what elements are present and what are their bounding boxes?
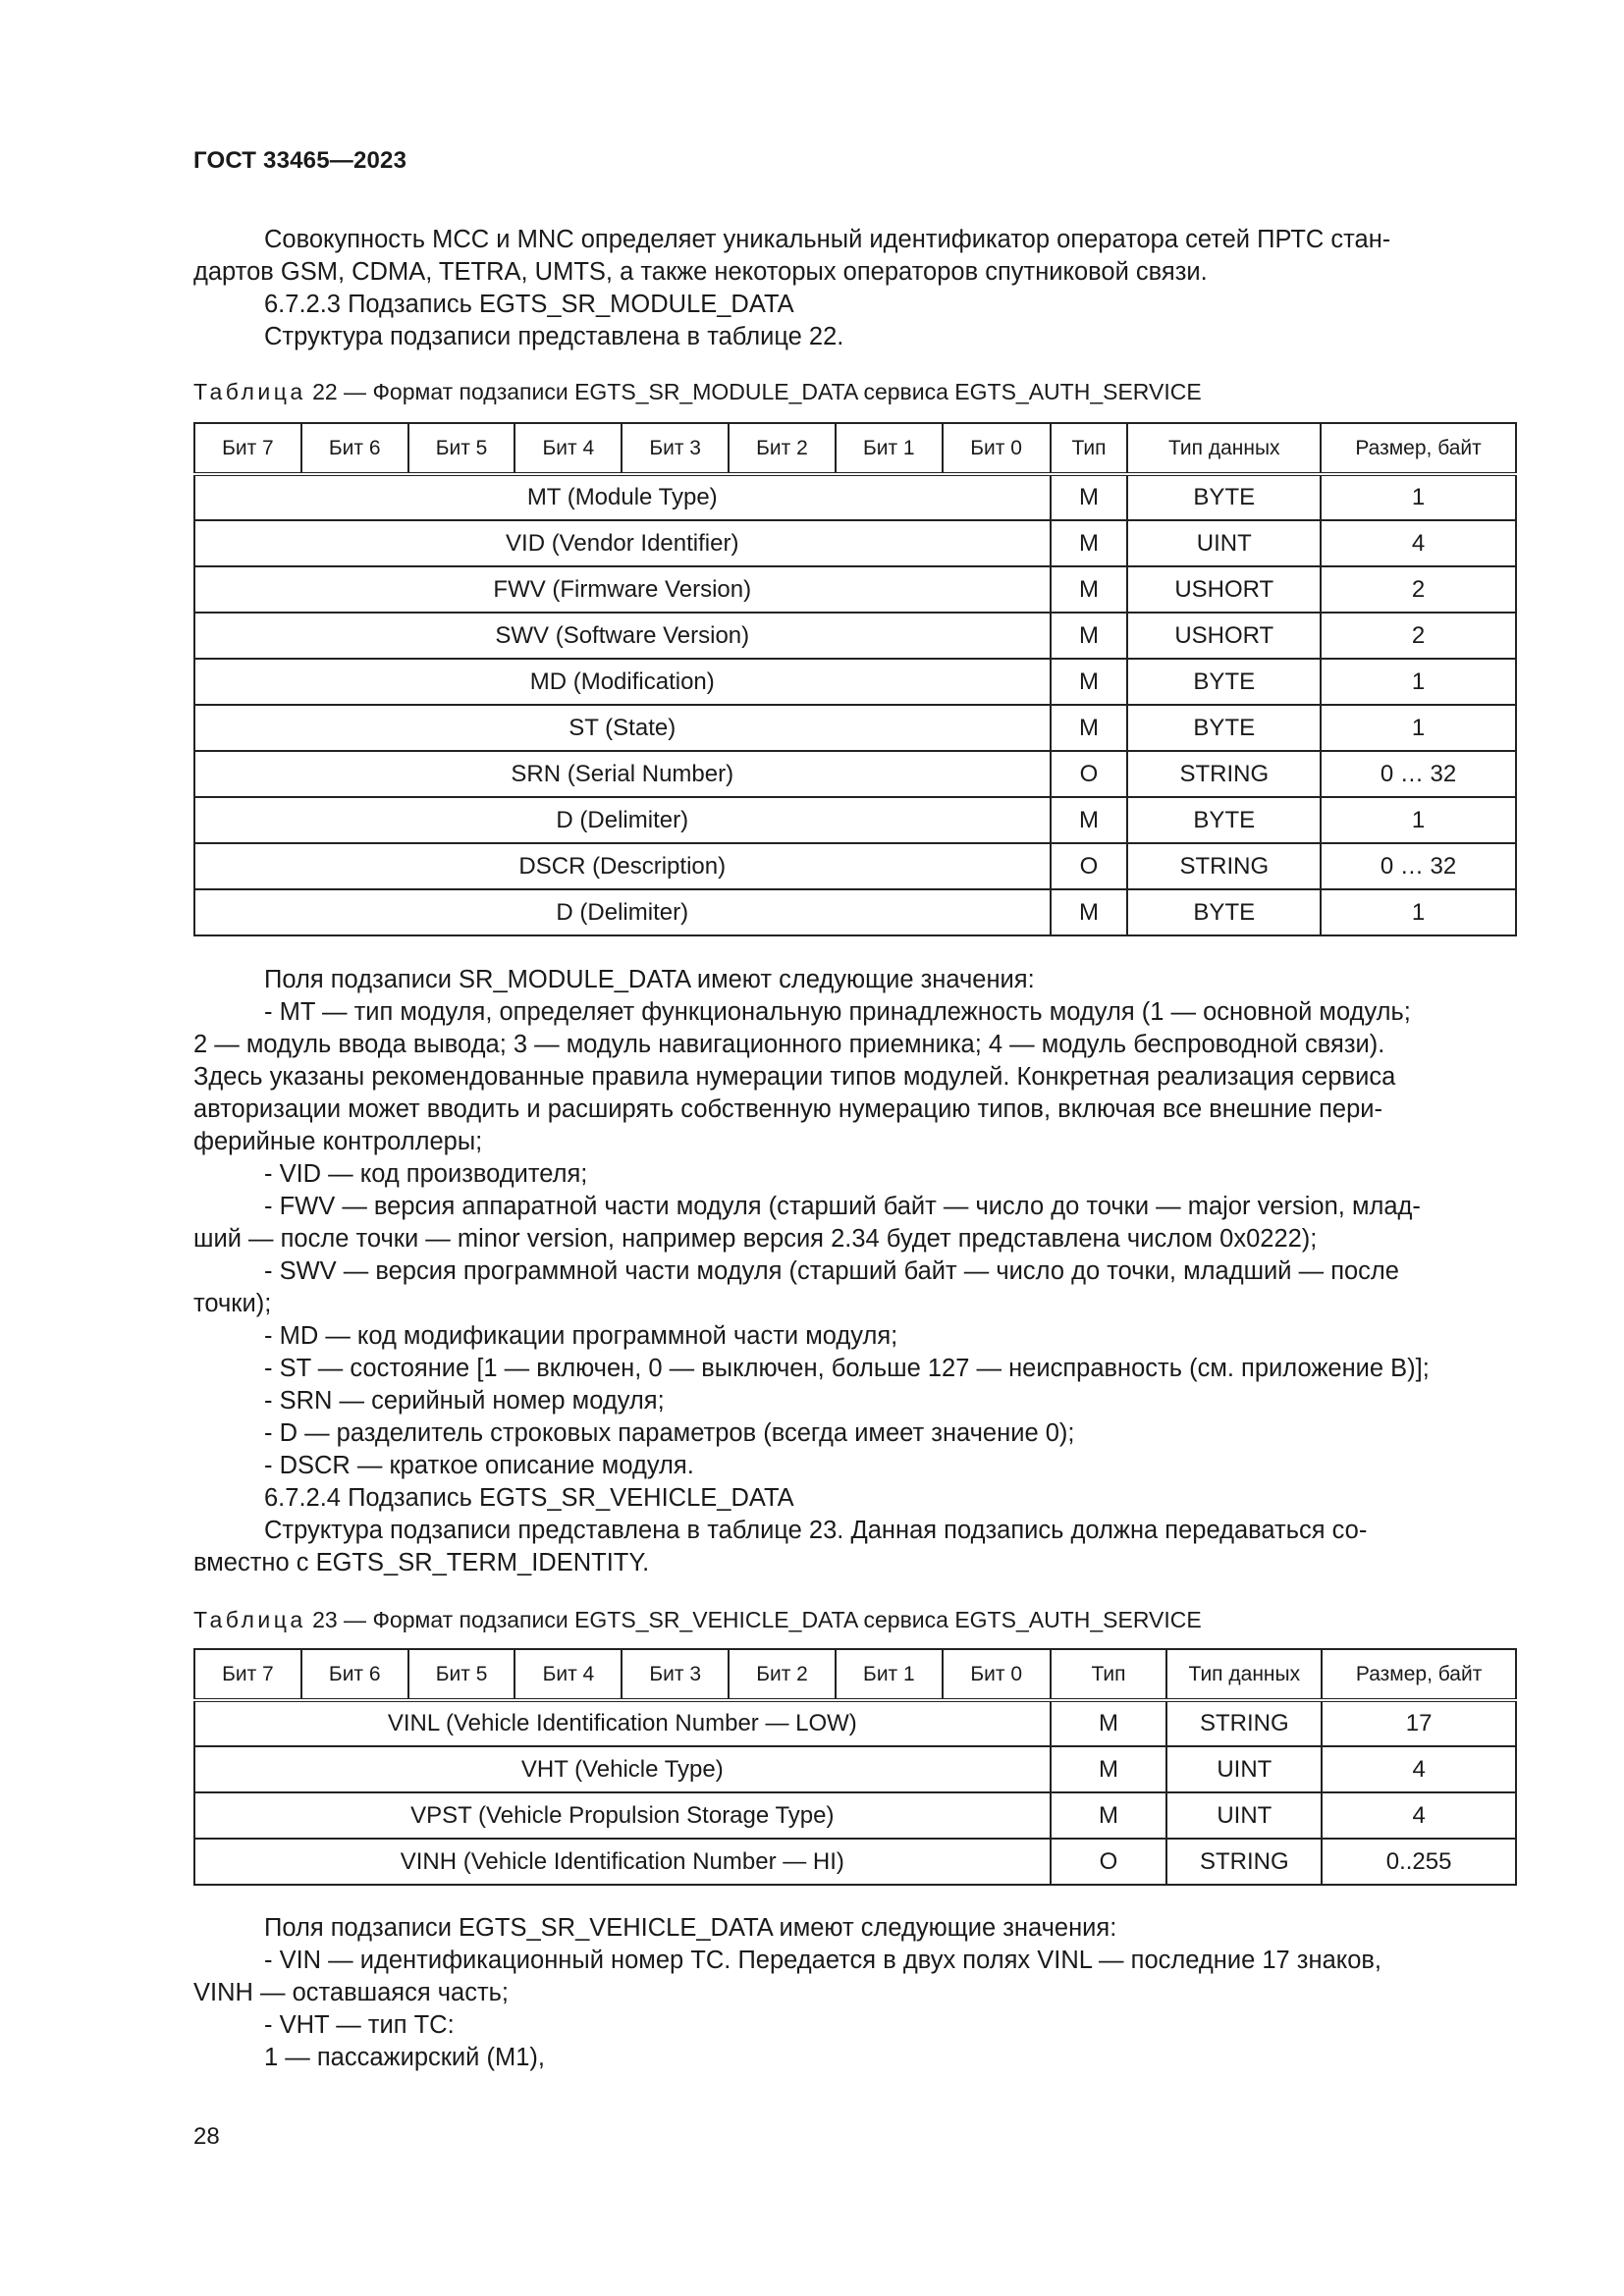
text-line: авторизации может вводить и расширять собственную нумерацию типов, включая все внешние пери- (193, 1095, 1382, 1123)
text-line: - ST — состояние [1 — включен, 0 — выключен, больше 127 — неисправность (см. приложение В)]; (264, 1355, 1430, 1382)
header-cell: Бит 0 (943, 1649, 1051, 1700)
table-row (194, 1792, 1516, 1839)
fields-22-text (193, 964, 1517, 1579)
datatype-cell: BYTE (1127, 474, 1321, 520)
text-line: Поля подзаписи EGTS_SR_VEHICLE_DATA имеют следующие значения: (264, 1914, 1117, 1942)
text-line: - VIN — идентификационный номер ТС. Передается в двух полях VINL — последние 17 знаков, (264, 1947, 1382, 1974)
text-line: - MD — код модификации программной части модуля; (264, 1322, 898, 1350)
table-row (194, 751, 1516, 797)
page-number: 28 (193, 2123, 220, 2150)
caption-text: 22 — Формат подзаписи EGTS_SR_MODULE_DATA сервиса EGTS_AUTH_SERVICE (305, 379, 1202, 404)
caption-word: Таблица (193, 1607, 306, 1632)
text-line: Структура подзаписи представлена в таблице 22. (264, 323, 844, 350)
header-cell: Тип данных (1127, 423, 1321, 474)
text-line: 2 — модуль ввода вывода; 3 — модуль навигационного приемника; 4 — модуль беспроводной связи). (193, 1031, 1385, 1058)
text-line: Поля подзаписи SR_MODULE_DATA имеют следующие значения: (264, 966, 1035, 993)
table-23 (193, 1648, 1517, 1886)
datatype-cell: STRING (1166, 1839, 1322, 1885)
table-header-row (194, 1649, 1516, 1700)
size-cell: 0..255 (1322, 1839, 1516, 1885)
header-cell: Размер, байт (1322, 1649, 1516, 1700)
table-row (194, 474, 1516, 520)
caption-text: 23 — Формат подзаписи EGTS_SR_VEHICLE_DATA сервиса EGTS_AUTH_SERVICE (305, 1607, 1202, 1632)
table-row (194, 1839, 1516, 1885)
header-cell: Бит 0 (943, 423, 1051, 474)
text-line: Структура подзаписи представлена в таблице 23. Данная подзапись должна передаваться со- (264, 1517, 1368, 1544)
field-cell: VID (Vendor Identifier) (194, 520, 1051, 566)
field-cell: D (Delimiter) (194, 797, 1051, 843)
field-cell: MT (Module Type) (194, 474, 1051, 520)
header-cell: Тип (1051, 1649, 1167, 1700)
table-header-row (194, 423, 1516, 474)
type-cell: M (1051, 474, 1128, 520)
datatype-cell: USHORT (1127, 613, 1321, 659)
size-cell: 1 (1321, 474, 1516, 520)
table-row (194, 613, 1516, 659)
type-cell: O (1051, 751, 1128, 797)
field-cell: DSCR (Description) (194, 843, 1051, 889)
text-line: VINH — оставшаяся часть; (193, 1979, 510, 2006)
size-cell: 2 (1321, 566, 1516, 613)
field-cell: VHT (Vehicle Type) (194, 1746, 1051, 1792)
table-row (194, 1700, 1516, 1746)
table-row (194, 1746, 1516, 1792)
header-cell: Размер, байт (1321, 423, 1516, 474)
field-cell: VINH (Vehicle Identification Number — HI) (194, 1839, 1051, 1885)
header-cell: Бит 4 (514, 423, 622, 474)
text-line: ферийные контроллеры; (193, 1128, 483, 1155)
type-cell: M (1051, 520, 1128, 566)
text-line: Совокупность MCC и MNC определяет уникальный идентификатор оператора сетей ПРТС стан- (264, 226, 1391, 253)
type-cell: O (1051, 843, 1128, 889)
size-cell: 1 (1321, 797, 1516, 843)
table-row (194, 520, 1516, 566)
field-cell: VPST (Vehicle Propulsion Storage Type) (194, 1792, 1051, 1839)
header-cell: Тип (1051, 423, 1128, 474)
datatype-cell: BYTE (1127, 659, 1321, 705)
size-cell: 4 (1322, 1792, 1516, 1839)
table-row (194, 566, 1516, 613)
table-22-caption (193, 379, 1202, 405)
type-cell: M (1051, 705, 1128, 751)
size-cell: 1 (1321, 705, 1516, 751)
section-heading: 6.7.2.3 Подзапись EGTS_SR_MODULE_DATA (264, 291, 794, 318)
size-cell: 4 (1322, 1746, 1516, 1792)
type-cell: M (1051, 797, 1128, 843)
header-cell: Бит 2 (729, 1649, 836, 1700)
table-row (194, 843, 1516, 889)
table-22 (193, 422, 1517, 936)
header-cell: Бит 5 (408, 423, 515, 474)
datatype-cell: BYTE (1127, 797, 1321, 843)
datatype-cell: STRING (1166, 1700, 1322, 1746)
datatype-cell: UINT (1127, 520, 1321, 566)
size-cell: 0 … 32 (1321, 843, 1516, 889)
text-line: ший — после точки — minor version, например версия 2.34 будет представлена числом 0x0222); (193, 1225, 1318, 1253)
table-row (194, 659, 1516, 705)
text-line: - VID — код производителя; (264, 1160, 588, 1188)
field-cell: SRN (Serial Number) (194, 751, 1051, 797)
text-line: вместно с EGTS_SR_TERM_IDENTITY. (193, 1549, 650, 1576)
intro-text (193, 224, 1517, 353)
header-cell: Тип данных (1166, 1649, 1322, 1700)
header-cell: Бит 7 (194, 1649, 301, 1700)
type-cell: O (1051, 1839, 1167, 1885)
field-cell: SWV (Software Version) (194, 613, 1051, 659)
type-cell: M (1051, 889, 1128, 935)
caption-word: Таблица (193, 379, 306, 404)
table-row (194, 705, 1516, 751)
text-line: - SRN — серийный номер модуля; (264, 1387, 665, 1415)
text-line: - SWV — версия программной части модуля (старший байт — число до точки, младший — после (264, 1257, 1399, 1285)
field-cell: VINL (Vehicle Identification Number — LOW) (194, 1700, 1051, 1746)
size-cell: 1 (1321, 659, 1516, 705)
header-cell: Бит 4 (514, 1649, 622, 1700)
size-cell: 17 (1322, 1700, 1516, 1746)
field-cell: MD (Modification) (194, 659, 1051, 705)
type-cell: M (1051, 1746, 1167, 1792)
fields-23-text (193, 1912, 1517, 2074)
size-cell: 0 … 32 (1321, 751, 1516, 797)
header-cell: Бит 1 (836, 1649, 943, 1700)
header-cell: Бит 7 (194, 423, 301, 474)
header-cell: Бит 3 (622, 423, 729, 474)
field-cell: FWV (Firmware Version) (194, 566, 1051, 613)
document-header: ГОСТ 33465—2023 (193, 147, 407, 174)
text-line: - D — разделитель строковых параметров (всегда имеет значение 0); (264, 1419, 1075, 1447)
datatype-cell: UINT (1166, 1792, 1322, 1839)
type-cell: M (1051, 613, 1128, 659)
section-heading: 6.7.2.4 Подзапись EGTS_SR_VEHICLE_DATA (264, 1484, 794, 1512)
field-cell: ST (State) (194, 705, 1051, 751)
text-line: точки); (193, 1290, 272, 1317)
field-cell: D (Delimiter) (194, 889, 1051, 935)
size-cell: 4 (1321, 520, 1516, 566)
text-line: дартов GSM, CDMA, TETRA, UMTS, а также некоторых операторов спутниковой связи. (193, 258, 1208, 286)
table-23-caption (193, 1607, 1202, 1633)
header-cell: Бит 1 (836, 423, 943, 474)
text-line: - DSCR — краткое описание модуля. (264, 1452, 694, 1479)
table-row (194, 889, 1516, 935)
type-cell: M (1051, 659, 1128, 705)
datatype-cell: BYTE (1127, 705, 1321, 751)
text-line: - FWV — версия аппаратной части модуля (старший байт — число до точки — major version, млад- (264, 1193, 1421, 1220)
header-cell: Бит 6 (301, 1649, 408, 1700)
size-cell: 2 (1321, 613, 1516, 659)
type-cell: M (1051, 1792, 1167, 1839)
header-cell: Бит 5 (408, 1649, 515, 1700)
type-cell: M (1051, 1700, 1167, 1746)
header-cell: Бит 6 (301, 423, 408, 474)
text-line: - VHT — тип ТС: (264, 2011, 455, 2039)
datatype-cell: BYTE (1127, 889, 1321, 935)
size-cell: 1 (1321, 889, 1516, 935)
table-row (194, 797, 1516, 843)
type-cell: M (1051, 566, 1128, 613)
header-cell: Бит 2 (729, 423, 836, 474)
header-cell: Бит 3 (622, 1649, 729, 1700)
datatype-cell: UINT (1166, 1746, 1322, 1792)
text-line: 1 — пассажирский (М1), (264, 2044, 545, 2071)
text-line: - MT — тип модуля, определяет функциональную принадлежность модуля (1 — основной модуль; (264, 998, 1411, 1026)
datatype-cell: STRING (1127, 751, 1321, 797)
datatype-cell: USHORT (1127, 566, 1321, 613)
datatype-cell: STRING (1127, 843, 1321, 889)
text-line: Здесь указаны рекомендованные правила нумерации типов модулей. Конкретная реализация сервиса (193, 1063, 1396, 1091)
